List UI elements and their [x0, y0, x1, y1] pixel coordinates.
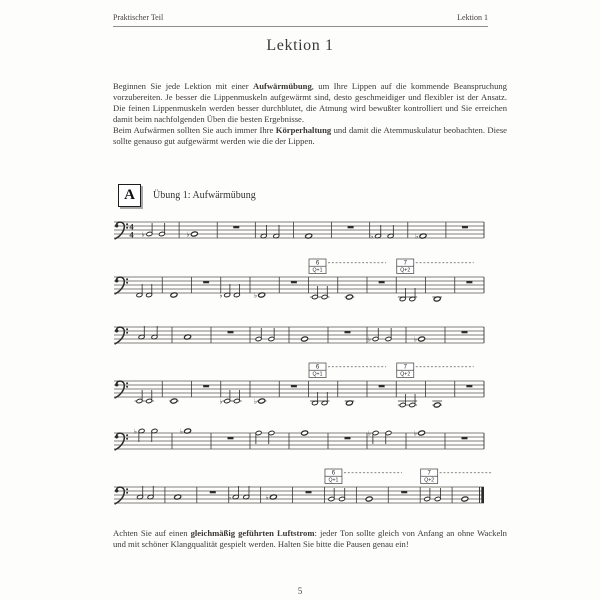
- outro-text: [113, 528, 507, 550]
- whole-note: [346, 294, 353, 300]
- flat-icon: ♭: [133, 427, 138, 436]
- whole-rest: [291, 385, 297, 387]
- half-note: [151, 428, 158, 442]
- flat-icon: ♭: [370, 232, 374, 241]
- bass-clef-icon: [115, 277, 128, 294]
- svg-text:7: 7: [403, 260, 407, 267]
- whole-note: [186, 231, 198, 239]
- whole-note: [170, 398, 177, 404]
- whole-rest: [462, 226, 468, 228]
- half-note: [142, 223, 153, 239]
- position-annotation: [309, 259, 386, 274]
- svg-text:6: 6: [315, 260, 320, 267]
- flat-icon: ♭: [253, 291, 258, 300]
- svg-text:4: 4: [129, 229, 134, 240]
- page-number: 5: [297, 586, 303, 596]
- half-note: [147, 486, 154, 500]
- half-note: [151, 326, 158, 340]
- whole-note: [414, 336, 426, 344]
- half-note: [368, 328, 379, 344]
- position-annotation: [397, 363, 474, 378]
- whole-rest: [348, 226, 354, 228]
- svg-text:7: 7: [427, 470, 431, 477]
- flat-icon: ♭: [367, 429, 372, 438]
- header-left: Praktischer Teil: [113, 13, 164, 22]
- flat-icon: ♭: [265, 493, 269, 502]
- half-note: [260, 225, 267, 239]
- whole-note: [180, 428, 192, 436]
- half-note: [273, 225, 280, 239]
- outro-paragraph: Achten Sie auf einen gleichmäßig geführten Luftstrom: jeder Ton sollte gleich von Anfang an ohne Wackeln und mit schöner Klangqualität gespielt werden. Halten Sie bitte die Pausen genau ein!: [113, 528, 507, 549]
- bass-clef-icon: [115, 327, 128, 344]
- staff-system-4: [107, 355, 491, 415]
- svg-text:7: 7: [403, 364, 407, 371]
- staff-system-6: [107, 461, 491, 521]
- position-annotation: [397, 259, 474, 274]
- whole-rest: [345, 437, 351, 439]
- whole-note: [461, 496, 468, 502]
- whole-rest: [462, 331, 468, 333]
- flat-icon: ♭: [367, 335, 372, 344]
- bass-clef-icon: [115, 487, 128, 504]
- staff-system-3: [107, 301, 491, 361]
- whole-rest: [203, 281, 209, 283]
- half-note: [243, 486, 250, 500]
- whole-rest: [228, 331, 234, 333]
- flat-icon: ♭: [219, 397, 223, 406]
- staff-system-5: [107, 407, 491, 467]
- flat-icon: ♭: [413, 335, 418, 344]
- whole-note: [365, 496, 372, 502]
- whole-rest: [210, 491, 216, 493]
- svg-text:Q+1: Q+1: [312, 371, 323, 378]
- whole-note: [301, 336, 308, 342]
- half-note: [409, 288, 416, 302]
- whole-rest: [306, 491, 312, 493]
- half-note: [321, 392, 328, 406]
- flat-icon: ♭: [179, 427, 184, 436]
- flat-icon: ♭: [219, 291, 223, 300]
- whole-note: [254, 398, 266, 406]
- whole-rest: [379, 385, 385, 387]
- svg-text:4: 4: [129, 221, 134, 232]
- whole-rest: [466, 385, 472, 387]
- header-right: Lektion 1: [457, 13, 488, 22]
- flat-icon: ♭: [141, 230, 145, 239]
- whole-rest: [291, 281, 297, 283]
- whole-note: [301, 430, 308, 436]
- flat-icon: ♭: [415, 232, 419, 241]
- whole-rest: [228, 437, 234, 439]
- intro-paragraph-1: Beginnen Sie jede Lektion mit einer Aufwärmübung, um Ihre Lippen auf die kommende Beanspruchung vorzubereiten. Je besser die Lippenmuskeln aufgewärmt sind, desto geschmeidiger und flexibler ist der Ansatz. Die feinen Lippenmuskeln werden besser durchblutet, die Atmung wird bewußter kontrolliert und Sie erreichen damit beim nachfolgenden Üben die besten Ergebnisse.: [113, 81, 507, 124]
- svg-text:Q+2: Q+2: [424, 477, 435, 484]
- bass-clef-icon: [115, 222, 128, 239]
- position-annotation: [325, 469, 402, 484]
- bass-clef-icon: [115, 381, 128, 398]
- bass-clef-icon: [115, 433, 128, 450]
- flat-icon: ♭: [227, 493, 232, 502]
- whole-rest: [401, 491, 407, 493]
- whole-note: [414, 430, 426, 438]
- exercise-letter: A: [124, 187, 135, 203]
- svg-text:Q+1: Q+1: [328, 477, 339, 484]
- page-title: Lektion 1: [266, 37, 334, 54]
- svg-text:Q+2: Q+2: [400, 371, 411, 378]
- whole-rest: [233, 226, 239, 228]
- whole-rest: [462, 437, 468, 439]
- half-note: [387, 225, 394, 239]
- flat-icon: ♭: [186, 230, 190, 239]
- svg-text:Q+1: Q+1: [312, 267, 323, 274]
- position-annotation: [421, 469, 491, 484]
- svg-text:6: 6: [315, 364, 320, 371]
- whole-rest: [466, 281, 472, 283]
- whole-rest: [379, 281, 385, 283]
- half-note: [399, 288, 406, 302]
- staff-system-1: [107, 196, 491, 256]
- exercise-label: Übung 1: Aufwärmübung: [153, 190, 256, 201]
- whole-rest: [203, 385, 209, 387]
- intro-paragraph-2: Beim Aufwärmen sollten Sie auch immer Ihre Körperhaltung und damit die Atemmuskulatur beobachten. Diese sollte genauso gut aufgewärmt werden wie die der Lippen.: [113, 124, 507, 146]
- svg-text:6: 6: [331, 470, 336, 477]
- half-note: [134, 428, 145, 443]
- half-note: [138, 326, 145, 340]
- half-note: [136, 284, 143, 298]
- half-note: [312, 392, 319, 406]
- half-note: [234, 284, 241, 298]
- half-note: [137, 486, 144, 500]
- whole-rest: [345, 331, 351, 333]
- position-annotation: [309, 363, 386, 378]
- svg-text:Q+2: Q+2: [400, 267, 411, 274]
- flat-icon: ♭: [413, 429, 418, 438]
- half-note: [146, 284, 153, 298]
- time-signature: [129, 221, 134, 239]
- flat-icon: ♭: [253, 397, 258, 406]
